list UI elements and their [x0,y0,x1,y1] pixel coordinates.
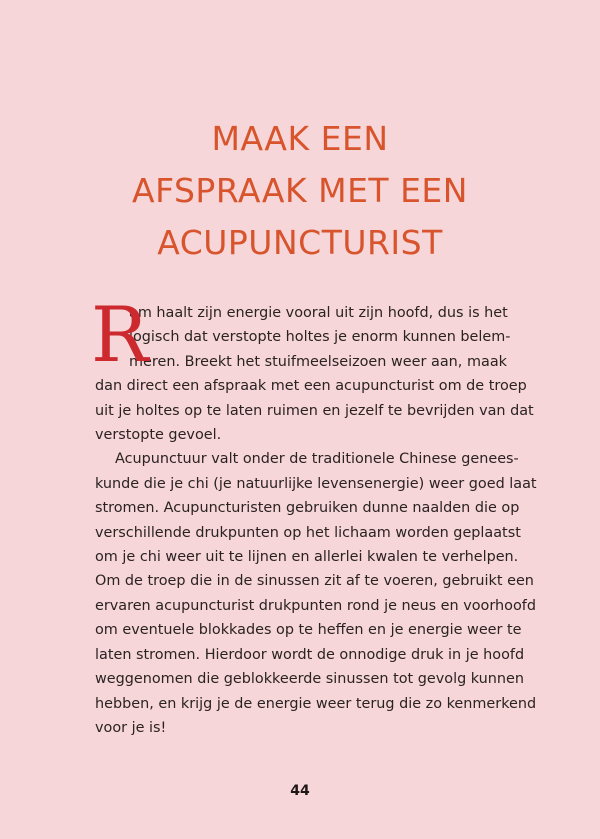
text-line: Acupunctuur valt onder de traditionele Chinese genees- [115,451,519,468]
text-line: dan direct een afspraak met een acupuncturist om de troep [95,378,527,395]
text-line: laten stromen. Hierdoor wordt de onnodige druk in je hoofd [95,646,525,663]
page-number: 44 [290,783,310,799]
title-line: AFSPRAAK MET EEN [132,171,468,210]
text-line: verschillende drukpunten op het lichaam worden geplaatst [95,524,521,541]
title-line: MAAK EEN [211,119,389,158]
drop-cap: R [91,290,149,379]
text-line: weggenomen die geblokkeerde sinussen tot gevolg kunnen [95,671,524,688]
text-line: uit je holtes op te laten ruimen en jezelf te bevrijden van dat [95,402,534,419]
text-line: Om de troep die in de sinussen zit af te voeren, gebruikt een [95,573,534,590]
text-line: hebben, en krijg je de energie weer terug die zo kenmerkend [95,695,537,712]
body-text [91,290,537,740]
text-line: am haalt zijn energie vooral uit zijn hoofd, dus is het [129,305,508,321]
title-line: ACUPUNCTURIST [157,223,443,262]
paragraph-1 [95,301,534,447]
text-line: om je chi weer uit te lijnen en allerlei kwalen te verhelpen. [95,549,519,566]
text-line: om eventuele blokkades op te heffen en je energie weer te [95,622,522,639]
text-line: stromen. Acupuncturisten gebruiken dunne naalden die op [95,500,520,517]
text-line: logisch dat verstopte holtes je enorm kunnen belem- [129,329,511,346]
text-line: verstopte gevoel. [95,427,222,444]
text-line: kunde die je chi (je natuurlijke levensenergie) weer goed laat [95,475,537,492]
text-line: meren. Breekt het stuifmeelseizoen weer aan, maak [129,353,507,370]
chapter-title [0,113,600,269]
paragraph-2 [95,447,537,740]
text-line: ervaren acupuncturist drukpunten rond je neus en voorhoofd [95,597,536,614]
text-line: voor je is! [95,719,167,736]
